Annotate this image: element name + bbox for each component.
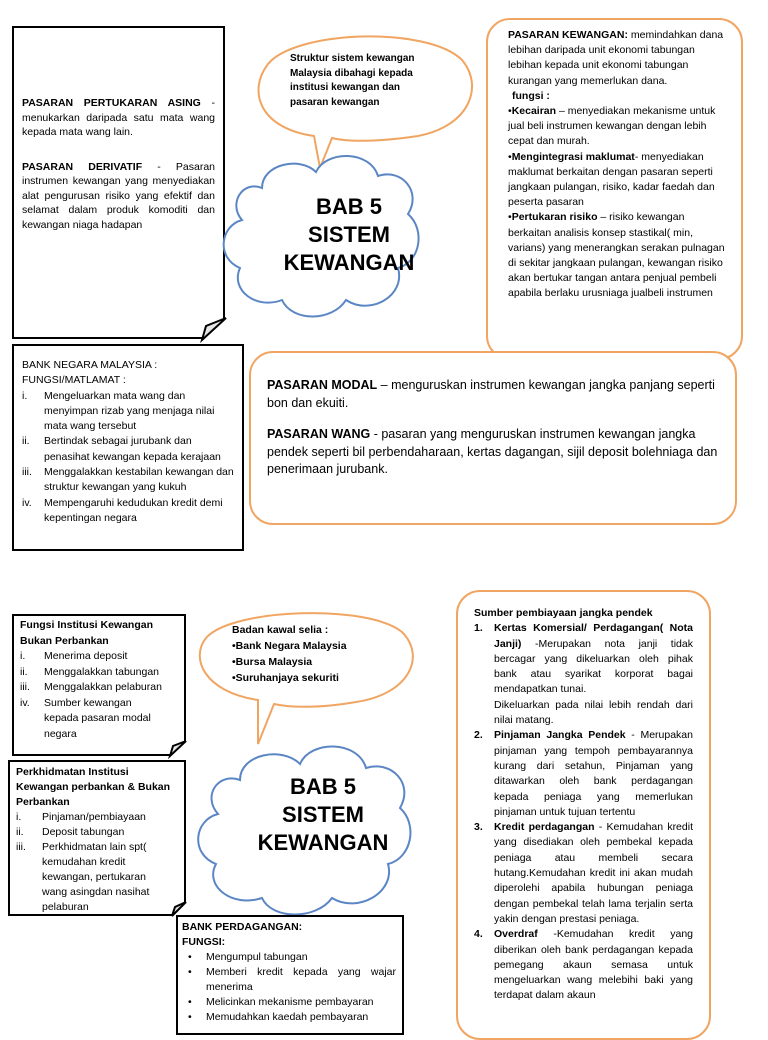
cloud-title-bottom: BAB 5 SISTEM KEWANGAN xyxy=(257,774,389,855)
perkhidmatan-box xyxy=(8,760,186,916)
fungsi-institusi-box xyxy=(12,614,186,756)
pasaran-pertukaran-asing xyxy=(22,96,215,140)
list-item: ii. Menggalakkan tabungan xyxy=(20,665,160,678)
bank-perdagangan-title: BANK PERDAGANGAN: xyxy=(182,921,303,933)
pasaran-pertukaran-text: - menukarkan daripada satu mata wang kepada mata wang lain. xyxy=(22,97,216,138)
list-item: iii. Menggalakkan kestabilan kewangan dan struktur kewangan yang kukuh xyxy=(22,466,234,494)
pasaran-kewangan-item: •Pertukaran risiko – risiko kewangan berkaitan analisis konsep stastikal( min, varians) yang menerangkan serakan pulnagan di sekitar jangkaan pulangan, kewangan risiko akan bertukar tangan antara penjual pembeli apabila berlaku urusniaga jualbeli instrumen xyxy=(508,211,725,300)
fold-corner-icon xyxy=(170,741,186,756)
fungsi-institusi-list xyxy=(20,649,178,742)
pasaran-kewangan-item: •Mengintegrasi maklumat- menyediakan maklumat berkaitan dengan pasaran seperti jangkaan pulangan, risiko, kadar faedah dan peserta pasaran xyxy=(508,150,715,209)
pasaran-modal: PASARAN MODAL – menguruskan instrumen kewangan jangka panjang seperti bon dan ekuiti. xyxy=(267,378,715,410)
list-item: • Memberi kredit kepada yang wajar menerima xyxy=(188,966,396,993)
list-item: i. Mengeluarkan mata wang dan menyimpan rizab yang menjaga nilai mata wang tersebut xyxy=(22,389,215,433)
sumber-pembiayaan-box xyxy=(456,590,711,1040)
pasaran-kewangan-item: •Kecairan – menyediakan mekanisme untuk jual beli instrumen kewangan dengan lebih cepat dan murah. xyxy=(508,105,716,148)
pasaran-derivatif-title: PASARAN DERIVATIF xyxy=(22,160,143,173)
pasaran-modal-wang-box xyxy=(249,351,737,525)
bank-perdagangan-box xyxy=(176,915,404,1035)
list-item: iv. Sumber kewangan kepada pasaran modal negara xyxy=(20,696,151,740)
list-item: ii. Deposit tabungan xyxy=(16,826,125,838)
list-item: iv. Mempengaruhi kedudukan kredit demi kepentingan negara xyxy=(22,496,223,524)
pasaran-derivatif-text: - Pasaran instrumen kewangan yang menyediakan alat pengurusan risiko yang efektif dan selamat dalam produk komoditi dan kewangan niaga hadapan xyxy=(22,160,215,231)
bank-perdagangan-subtitle: FUNGSI: xyxy=(182,936,226,948)
list-item: i. Menerima deposit xyxy=(20,650,128,662)
list-item: iii. Perkhidmatan lain spt( kemudahan kredit kewangan, pertukaran wang asingdan nasihat pelaburan xyxy=(16,841,150,913)
fungsi-label: fungsi : xyxy=(512,89,550,102)
speech-bubble-text: Struktur sistem kewangan Malaysia dibahagi kepada institusi kewangan dan pasaran kewangan xyxy=(290,53,415,108)
list-item: 3. Kredit perdagangan - Kemudahan kredit yang disediakan oleh pembekal kepada peniaga atau membeli secara hutang.Kemudahan kredit ini akan mudah diperolehi apabila hubungan peniaga dengan pembekal telah lama terjalin serta yakin dengan prestasi peniaga. xyxy=(474,821,693,925)
bank-negara-box xyxy=(12,344,244,551)
sumber-pembiayaan-title: Sumber pembiayaan jangka pendek xyxy=(474,607,653,619)
perkhidmatan-list xyxy=(16,810,178,915)
pasaran-kewangan-box xyxy=(486,18,743,360)
note-pasaran-pertukaran-derivatif xyxy=(12,26,225,339)
pasaran-pertukaran-title: PASARAN PERTUKARAN ASING xyxy=(22,97,201,109)
fold-corner-icon xyxy=(202,318,226,340)
list-item: 2. Pinjaman Jangka Pendek - Merupakan pinjaman yang tempoh pembayarannya kurang dari setahun, Pinjaman yang ditawarkan oleh bank perdagangan kepada peniaga yang memerlukan pinjaman untuk tujuan tertentu xyxy=(474,729,693,818)
sumber-pembiayaan-list xyxy=(474,621,693,1003)
list-item: 4. Overdraf -Kemudahan kredit yang diberikan oleh bank perdagangan kepada pemegang akaun semasa untuk mengeluarkan wang melebihi baki yang terdapat dalam akaun xyxy=(474,928,693,1002)
list-item: 1. Kertas Komersial/ Perdagangan( Nota Janji) -Merupakan nota janji tidak bercagar yang dikeluarkan oleh pihak bank atau syarikat korporat bagai mendapatkan tunai. Dikeluarkan pada nilai lebih rendah dari nilai matang. xyxy=(474,622,693,727)
pasaran-kewangan-intro: PASARAN KEWANGAN: memindahkan dana lebihan daripada unit ekonomi tabungan lebihan kepada unit ekonomi tabungan kurangan yang memerlukan dana. xyxy=(508,29,724,87)
badan-kawal-text: Badan kawal selia : •Bank Negara Malaysia •Bursa Malaysia •Suruhanjaya sekuriti xyxy=(232,624,347,684)
fungsi-institusi-title: Fungsi Institusi Kewangan Bukan Perbankan xyxy=(20,619,154,647)
list-item: • Memudahkan kaedah pembayaran xyxy=(188,1011,369,1023)
list-item: ii. Bertindak sebagai jurubank dan penasihat kewangan kepada kerajaan xyxy=(22,435,221,463)
list-item: • Mengumpul tabungan xyxy=(188,951,308,963)
list-item: iii. Menggalakkan pelaburan xyxy=(20,681,162,693)
bank-perdagangan-list xyxy=(182,950,396,1025)
bank-negara-subtitle: FUNGSI/MATLAMAT : xyxy=(22,374,126,387)
fold-corner-icon xyxy=(172,902,186,916)
list-item: i. Pinjaman/pembiayaan xyxy=(16,811,146,823)
cloud-title-top: BAB 5 SISTEM KEWANGAN xyxy=(283,194,415,275)
list-item: • Melicinkan mekanisme pembayaran xyxy=(188,996,374,1008)
pasaran-derivatif xyxy=(22,160,215,233)
bank-negara-list xyxy=(22,389,234,527)
bank-negara-title: BANK NEGARA MALAYSIA : xyxy=(22,359,158,371)
pasaran-wang: PASARAN WANG - pasaran yang menguruskan instrumen kewangan jangka pendek seperti bil perbendaharaan, kertas dagangan, sijil deposit bolehniaga dan penerimaan jurubank. xyxy=(267,427,718,476)
perkhidmatan-title: Perkhidmatan Institusi Kewangan perbankan & Bukan Perbankan xyxy=(16,766,171,808)
